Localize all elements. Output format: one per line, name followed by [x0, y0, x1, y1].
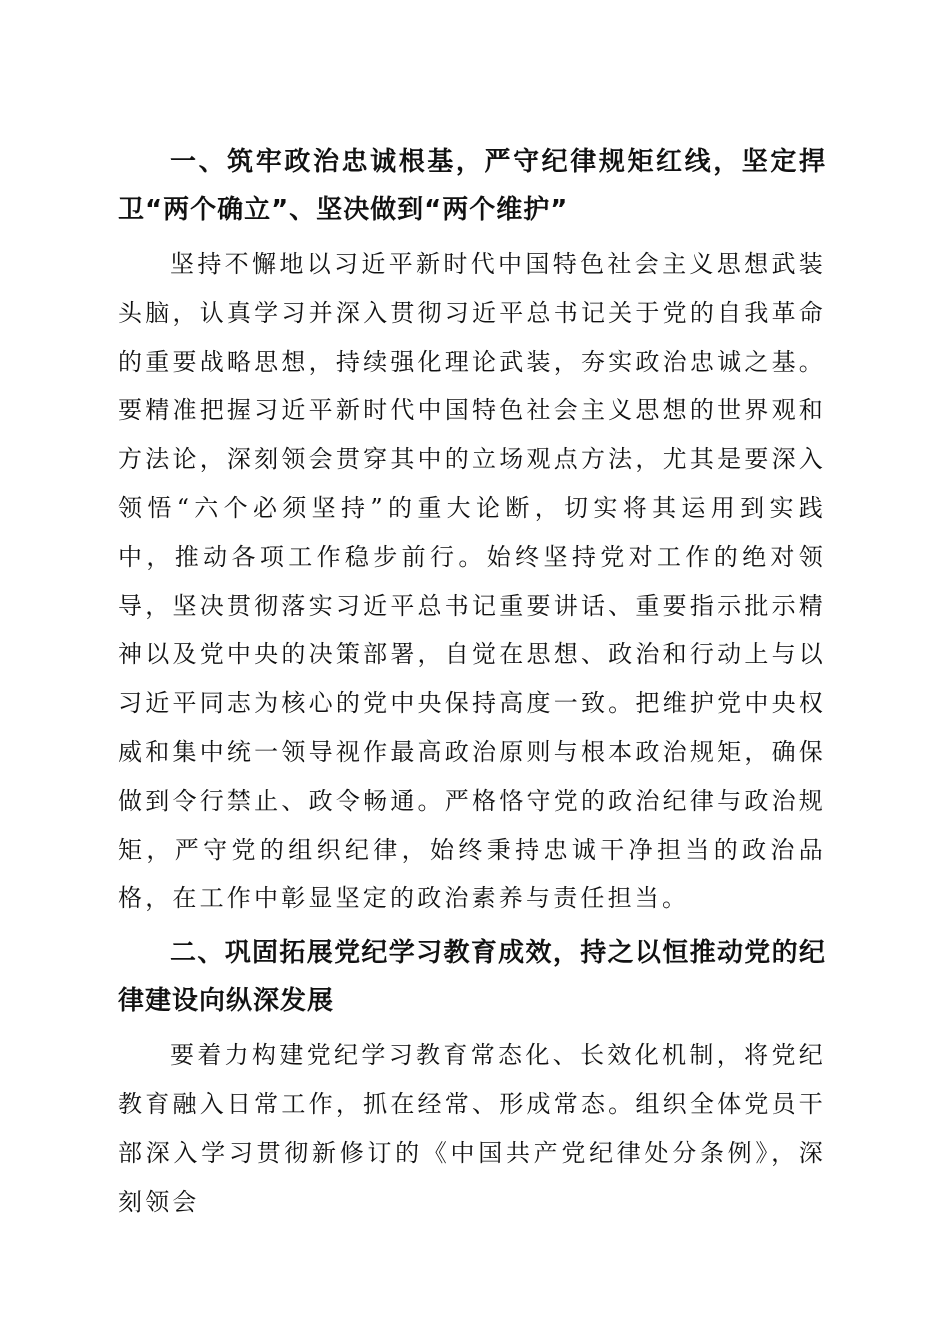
section-2-paragraph: 要着力构建党纪学习教育常态化、长效化机制，将党纪教育融入日常工作，抓在经常、形成常态。组织全体党员干部深入学习贯彻新修订的《中国共产党纪律处分条例》，深刻领会 [118, 1041, 826, 1216]
section-1-heading: 一、筑牢政治忠诚根基，严守纪律规矩红线，坚定捍卫“两个确立”、坚决做到“两个维护” [118, 147, 826, 225]
document-body [118, 138, 826, 1232]
section-1-paragraph: 坚持不懈地以习近平新时代中国特色社会主义思想武装头脑，认真学习并深入贯彻习近平总书记关于党的自我革命的重要战略思想，持续强化理论武装，夯实政治忠诚之基。要精准把握习近平新时代中国特色社会主义思想的世界观和方法论，深刻领会贯穿其中的立场观点方法，尤其是要深入领悟“六个必须坚持”的重大论断，切实将其运用到实践中，推动各项工作稳步前行。始终坚持党对工作的绝对领导，坚决贯彻落实习近平总书记重要讲话、重要指示批示精神以及党中央的决策部署，自觉在思想、政治和行动上与以习近平同志为核心的党中央保持高度一致。把维护党中央权威和集中统一领导视作最高政治原则与根本政治规矩，确保做到令行禁止、政令畅通。严格恪守党的政治纪律与政治规矩，严守党的组织纪律，始终秉持忠诚干净担当的政治品格，在工作中彰显坚定的政治素养与责任担当。 [118, 250, 826, 913]
section-2-heading: 二、巩固拓展党纪学习教育成效，持之以恒推动党的纪律建设向纵深发展 [118, 938, 826, 1017]
